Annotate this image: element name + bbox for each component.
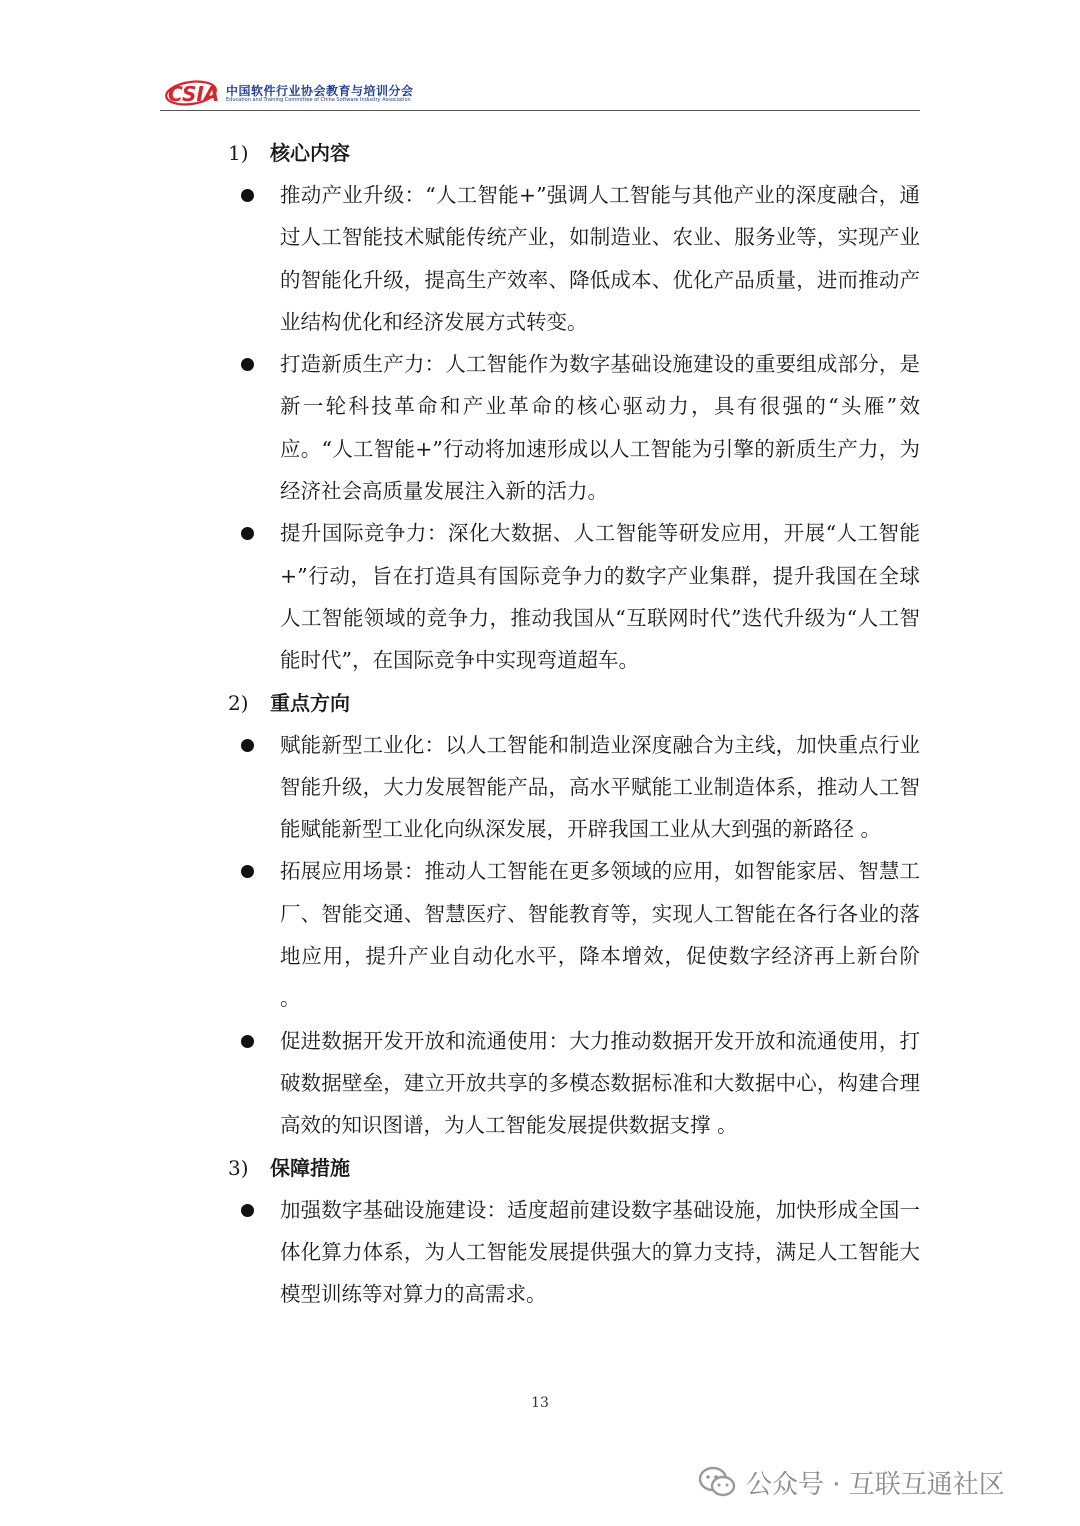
bullet-item [228,724,928,851]
bullet-dot-icon [241,358,254,371]
bullet-item [228,512,928,681]
organization-name-english: Education and Training Committee of China Software Industry Association [226,97,411,103]
section-number: 1) [228,141,249,165]
wechat-icon [698,1465,736,1499]
bullet-text: 拓展应用场景：推动人工智能在更多领域的应用，如智能家居、智慧工厂、智能交通、智慧医疗、智能教育等，实现人工智能在各行各业的落地应用，提升产业自动化水平，降本增效，促使数字经济再上新台阶 。 [280,859,920,1011]
section-heading [228,682,928,724]
bullet-dot-icon [241,527,254,540]
section-title: 重点方向 [270,690,350,715]
section-heading [228,1147,928,1189]
page-header [160,70,920,112]
bullet-text: 促进数据开发开放和流通使用：大力推动数据开发开放和流通使用，打破数据壁垒，建立开放共享的多模态数据标准和大数据中心，构建合理高效的知识图谱，为人工智能发展提供数据支撑 。 [280,1028,920,1138]
bullet-dot-icon [241,189,254,202]
section-number: 2) [228,690,249,715]
bullet-dot-icon [241,739,254,752]
bullet-item [228,1020,928,1147]
bullet-text: 赋能新型工业化：以人工智能和制造业深度融合为主线，加快重点行业智能升级，大力发展智能产品，高水平赋能工业制造体系，推动人工智能赋能新型工业化向纵深发展，开辟我国工业从大到强的新路径 。 [280,732,920,842]
bullet-text: 加强数字基础设施建设：适度超前建设数字基础设施，加快形成全国一体化算力体系，为人工智能发展提供强大的算力支持，满足人工智能大模型训练等对算力的高需求。 [280,1197,920,1307]
bullet-item [228,850,928,1019]
section-title: 核心内容 [270,141,350,165]
document-body [228,132,928,1315]
bullet-text: 推动产业升级：“人工智能+”强调人工智能与其他产业的深度融合，通过人工智能技术赋能传统产业，如制造业、农业、服务业等，实现产业的智能化升级，提高生产效率、降低成本、优化产品质量，进而推动产业结构优化和经济发展方式转变。 [280,183,920,334]
bullet-item [228,174,928,343]
csia-logo-icon [164,76,222,108]
section-number: 3) [228,1155,249,1180]
bullet-item [228,1189,928,1316]
wechat-watermark [698,1460,1005,1504]
svg-text:CSIA: CSIA [168,82,220,106]
csia-logo [164,76,222,108]
section-title: 保障措施 [270,1155,350,1180]
header-divider [160,110,920,111]
section-heading [228,132,928,174]
bullet-dot-icon [241,1204,254,1217]
watermark-text: 公众号 · 互联互通社区 [746,1469,1005,1500]
bullet-item [228,343,928,512]
bullet-dot-icon [241,865,254,878]
organization-name: 中国软件行业协会教育与培训分会 [226,84,414,98]
bullet-text: 打造新质生产力：人工智能作为数字基础设施建设的重要组成部分，是新一轮科技革命和产业革命的核心驱动力，具有很强的“头雁”效应。“人工智能+”行动将加速形成以人工智能为引擎的新质生产力，为经济社会高质量发展注入新的活力。 [280,352,920,504]
bullet-dot-icon [241,1035,254,1048]
page-number: 13 [531,1395,549,1411]
bullet-text: 提升国际竞争力：深化大数据、人工智能等研发应用，开展“人工智能+”行动，旨在打造具有国际竞争力的数字产业集群，提升我国在全球人工智能领域的竞争力，推动我国从“互联网时代”迭代升级为“人工智能时代”，在国际竞争中实现弯道超车。 [280,521,920,673]
